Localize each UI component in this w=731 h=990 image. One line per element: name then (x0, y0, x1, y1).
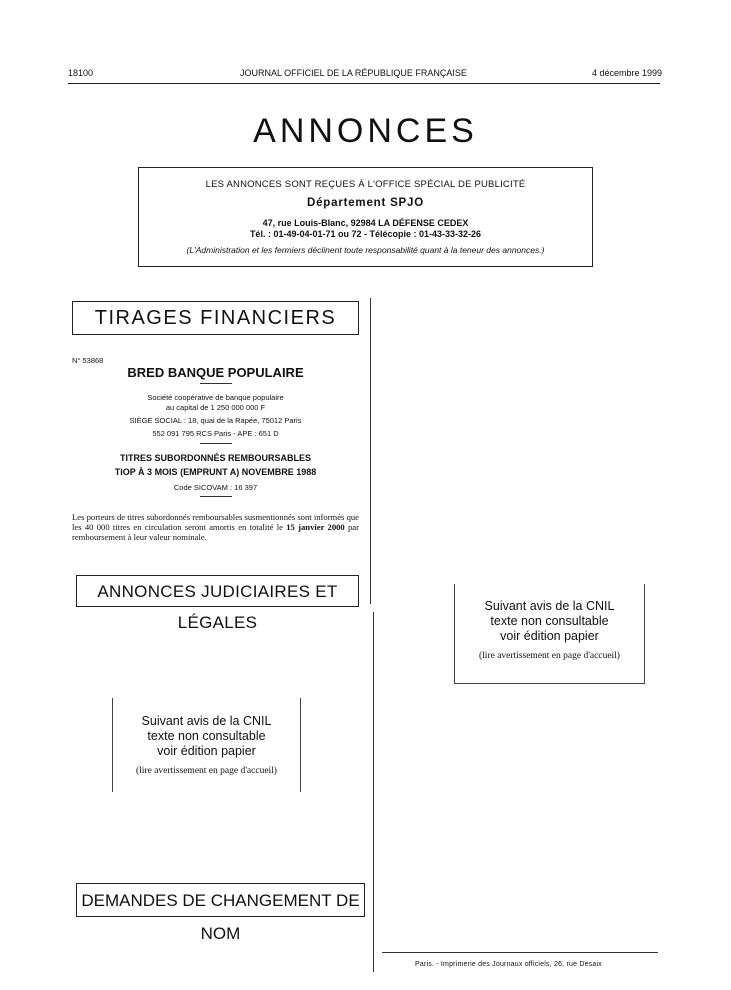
securities-subtitle: TIOP À 3 MOIS (EMPRUNT A) NOVEMBRE 1988 (114, 467, 317, 477)
bank-name: BRED BANQUE POPULAIRE (127, 365, 304, 380)
section-heading-tirages: TIRAGES FINANCIERS (72, 301, 359, 335)
page-number: 18100 (68, 68, 94, 78)
divider (200, 443, 232, 444)
cnil-line: Suivant avis de la CNIL (141, 714, 272, 728)
office-department: Département SPJO (307, 197, 424, 209)
office-disclaimer: (L'Administration et les fermiers déclinent toute responsabilité quant à la teneur des annonces.) (186, 245, 545, 255)
section-heading-annonces-judiciaires: ANNONCES JUDICIAIRES ET LÉGALES (76, 575, 359, 607)
notice-body (72, 512, 359, 543)
sicovam-code: Code SICOVAM : 16 397 (173, 483, 258, 492)
notice-body-date: 15 janvier 2000 (286, 522, 345, 533)
cnil-line: texte non consultable (490, 614, 609, 628)
divider (200, 496, 232, 497)
column-divider (370, 298, 371, 604)
notice-number: N° 53868 (72, 356, 104, 365)
company-registration: 552 091 795 RCS Paris - APE : 651 D (152, 429, 279, 438)
column-divider (373, 612, 374, 972)
cnil-note: (lire avertissement en page d'accueil) (136, 766, 277, 776)
journal-name: JOURNAL OFFICIEL DE LA RÉPUBLIQUE FRANÇAISE (240, 68, 467, 78)
company-headquarters: SIÈGE SOCIAL : 18, quai de la Rapée, 75012 Paris (129, 416, 302, 425)
company-description: Société coopérative de banque populaire (147, 393, 284, 402)
company-capital: au capital de 1 250 000 000 F (165, 403, 266, 412)
office-info-box (138, 167, 593, 267)
divider (200, 383, 232, 384)
cnil-notice (112, 698, 301, 792)
notice-body-text: par remboursement à leur valeur nominale. (72, 522, 359, 543)
printer-imprint: Paris. - Imprimerie des Journaux officiels, 26, rue Desaix (415, 961, 602, 968)
office-phone: Tél. : 01-49-04-01-71 ou 72 - Télécopie : 01-43-33-32-26 (249, 229, 482, 239)
cnil-line: voir édition papier (500, 629, 599, 643)
cnil-line: Suivant avis de la CNIL (484, 599, 615, 613)
cnil-line: voir édition papier (157, 744, 256, 758)
office-address: 47, rue Louis-Blanc, 92984 LA DÉFENSE CEDEX (262, 218, 469, 228)
footer-rule (382, 952, 658, 953)
cnil-notice (454, 584, 645, 684)
office-line: LES ANNONCES SONT REÇUES À L'OFFICE SPÉCIAL DE PUBLICITÉ (205, 179, 526, 190)
notice-body-text: Les porteurs de titres subordonnés remboursables susmentionnés sont informés que les 40 000 titres en circulation seront amortis en totalité le (72, 512, 359, 533)
issue-date: 4 décembre 1999 (592, 68, 663, 78)
section-heading-demandes: DEMANDES DE CHANGEMENT DE NOM (76, 883, 365, 917)
cnil-line: texte non consultable (147, 729, 266, 743)
cnil-note: (lire avertissement en page d'accueil) (479, 651, 620, 661)
securities-title: TITRES SUBORDONNÉS REMBOURSABLES (119, 453, 311, 463)
header-rule (68, 83, 660, 84)
page-title: ANNONCES (253, 112, 478, 150)
